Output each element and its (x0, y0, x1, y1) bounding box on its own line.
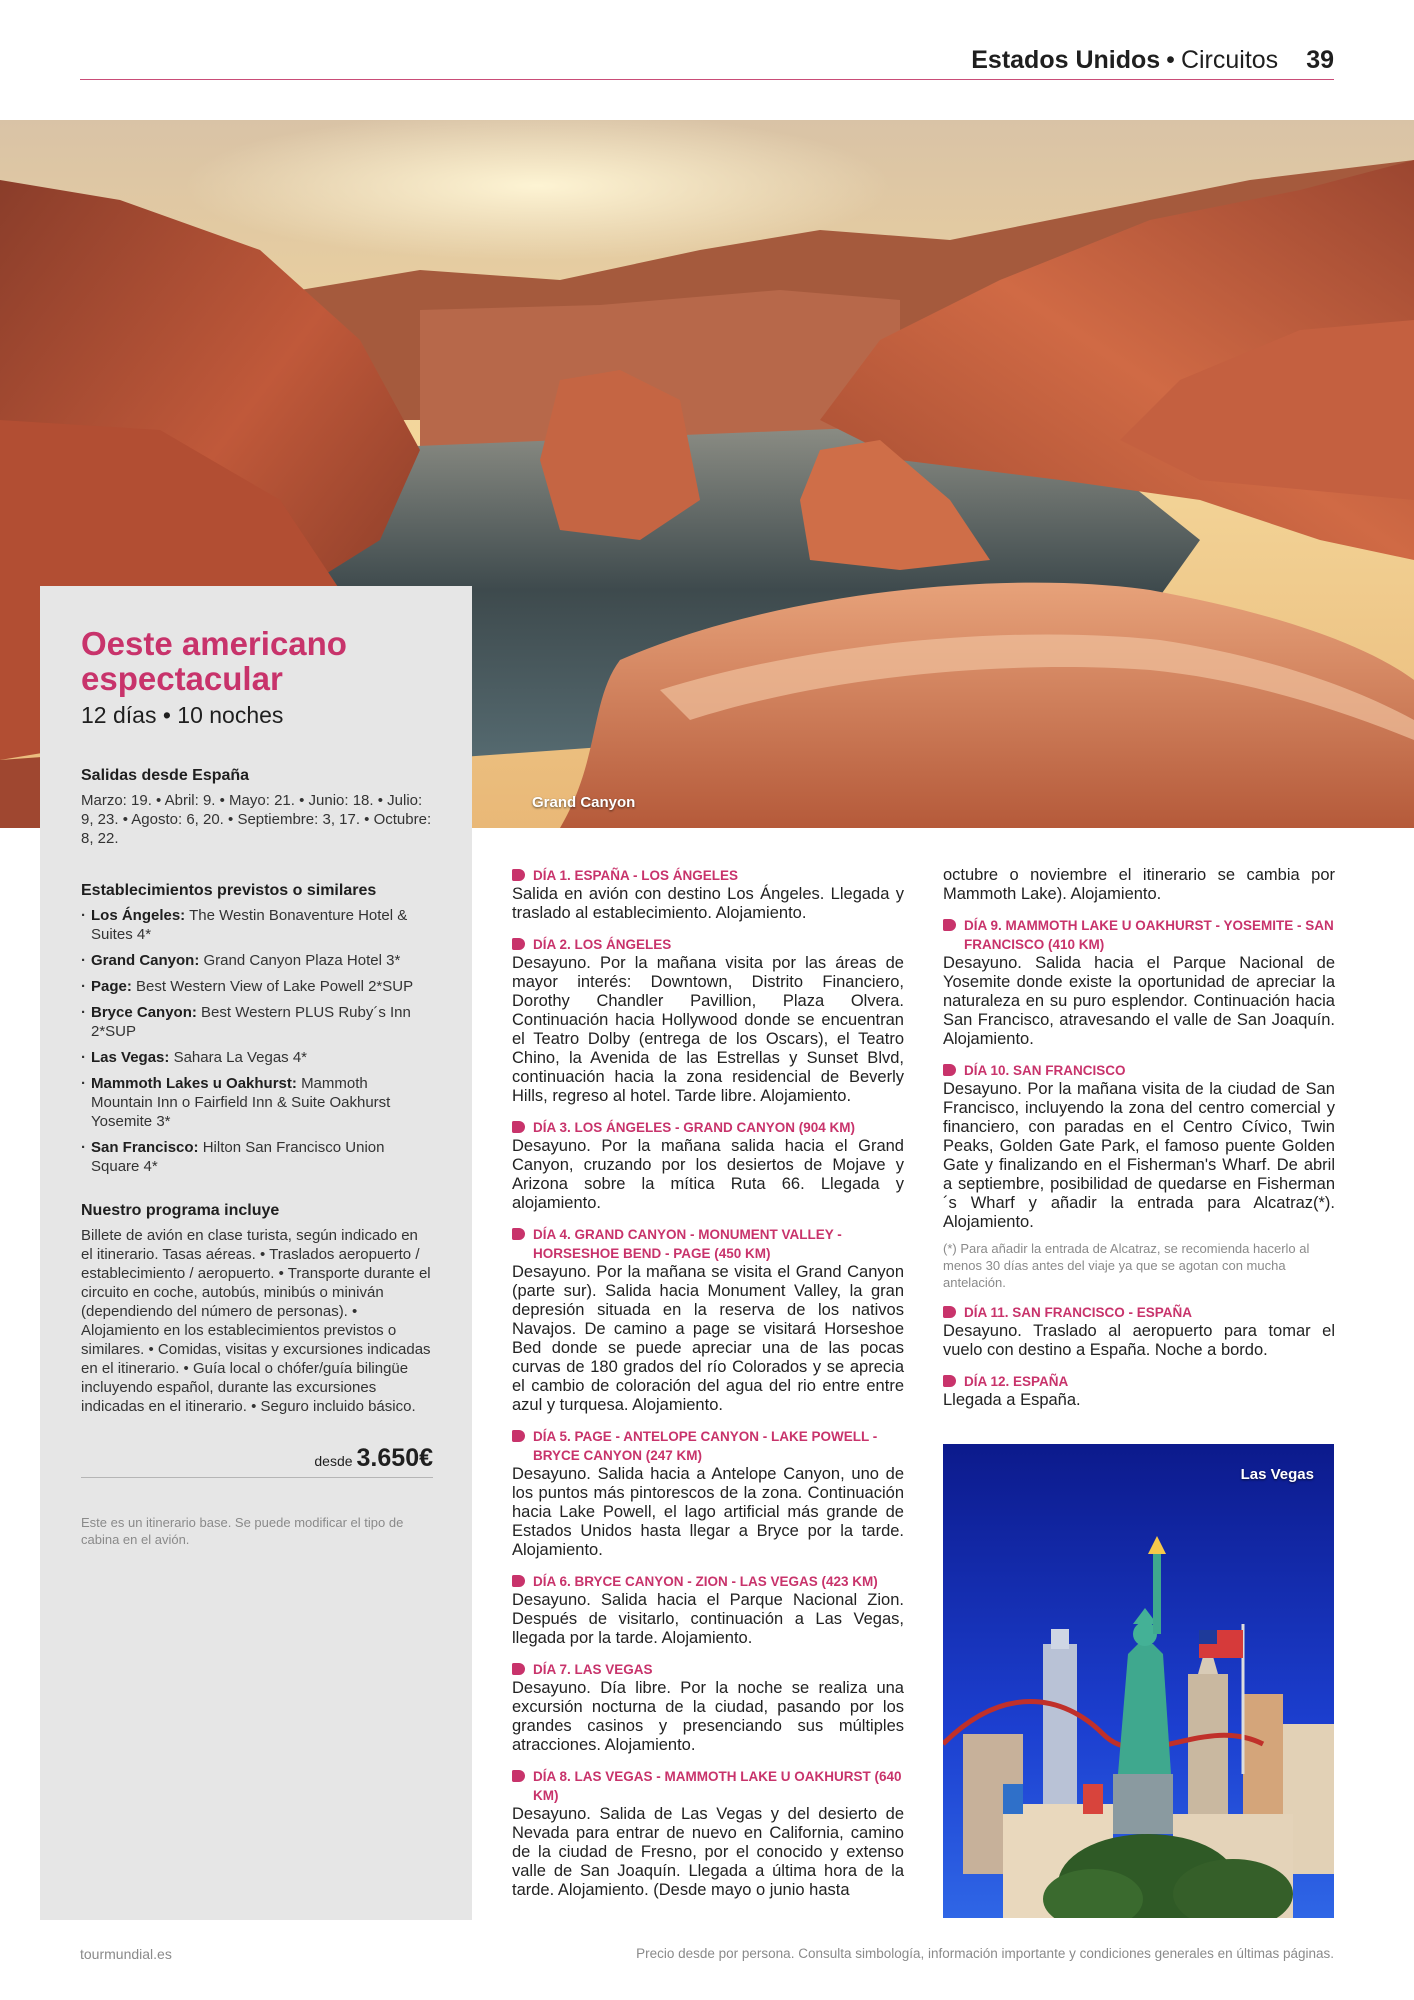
day-title-text: DÍA 1. ESPAÑA - LOS ÁNGELES (533, 868, 739, 883)
page-header (80, 44, 1334, 80)
day-title-text: DÍA 8. LAS VEGAS - MAMMOTH LAKE U OAKHURST (640 KM) (533, 1769, 902, 1803)
itinerary-day (943, 1303, 1335, 1360)
itinerary-column-2 (943, 866, 1335, 1422)
day-title (512, 866, 904, 885)
day-title-text: DÍA 7. LAS VEGAS (533, 1662, 653, 1677)
list-item (81, 1074, 433, 1131)
day-tag-icon (943, 1064, 956, 1076)
itinerary-day (512, 935, 904, 1106)
day-title (512, 1572, 904, 1591)
list-item (81, 1138, 433, 1176)
establecimientos-section (81, 882, 433, 1176)
programa-title: Nuestro programa incluye (81, 1202, 280, 1219)
salidas-title: Salidas desde España (81, 767, 250, 784)
day-title-text: DÍA 3. LOS ÁNGELES - GRAND CANYON (904 KM) (533, 1120, 856, 1135)
header-country: Estados Unidos (971, 46, 1161, 74)
tour-title (81, 626, 433, 696)
itinerary-day (512, 1767, 904, 1900)
day-tag-icon (512, 1430, 525, 1442)
day-text: Desayuno. Salida de Las Vegas y del desierto de Nevada para entrar de nuevo en California, camino de la ciudad de Fresno, por el conocido y extenso valle de San Joaquín. Llegada a última hora de la tarde. Alojamiento. (Desde mayo o junio hasta (512, 1805, 904, 1899)
itinerary-day (512, 1427, 904, 1560)
hotel-name: Mammoth Mountain Inn o Fairfield Inn & Suite Oakhurst Yosemite 3* (91, 1075, 391, 1130)
day-title (512, 935, 904, 954)
itinerary-day (943, 916, 1335, 1049)
vegas-caption: Las Vegas (1240, 1466, 1314, 1483)
itinerary-day (512, 1572, 904, 1648)
hotel-name: The Westin Bonaventure Hotel & Suites 4* (91, 907, 408, 943)
footer-disclaimer: Precio desde por persona. Consulta simbología, información importante y condiciones generales en últimas páginas. (636, 1946, 1334, 1961)
list-item (81, 906, 433, 944)
establecimientos-list (81, 906, 433, 1176)
day-tag-icon (512, 869, 525, 881)
price-block (81, 1444, 433, 1478)
day-title-text: DÍA 4. GRAND CANYON - MONUMENT VALLEY - HORSESHOE BEND - PAGE (450 KM) (533, 1227, 842, 1261)
itinerary-day (512, 1225, 904, 1415)
itinerary-day (512, 1660, 904, 1755)
day-title (943, 1372, 1335, 1391)
day-text: Desayuno. Por la mañana salida hacia el Grand Canyon, cruzando por los desiertos de Mojave y Arizona sobre la mítica Ruta 66. Llegada y alojamiento. (512, 1137, 904, 1212)
day-tag-icon (512, 1770, 525, 1782)
las-vegas-illustration (943, 1444, 1334, 1918)
day-text: Desayuno. Día libre. Por la noche se realiza una excursión nocturna de la ciudad, pasando por los grandes casinos y presenciando sus múltiples atracciones. Alojamiento. (512, 1679, 904, 1754)
day-continuation-text: octubre o noviembre el itinerario se cambia por Mammoth Lake). Alojamiento. (943, 866, 1335, 903)
day-text: Desayuno. Salida hacia el Parque Nacional de Yosemite donde existe la oportunidad de apreciar la naturaleza en su puro esplendor. Continuación hacia San Francisco, atravesando el valle de San Joaquín. Alojamiento. (943, 954, 1335, 1048)
hotel-city: Mammoth Lakes u Oakhurst: (91, 1075, 297, 1092)
day-tag-icon (943, 919, 956, 931)
day-text: Desayuno. Salida hacia a Antelope Canyon, uno de los puntos más pintorescos de la zona. Continuación hacia Lake Powell, el lago artificial más grande de Estados Unidos hasta llegar a Bryce por la tarde. Alojamiento. (512, 1465, 904, 1559)
hotel-name: Best Western View of Lake Powell 2*SUP (136, 978, 414, 995)
hotel-name: Grand Canyon Plaza Hotel 3* (203, 952, 401, 969)
day-text: Desayuno. Por la mañana se visita el Grand Canyon (parte sur). Salida hacia Monument Valley, la gran depresión situada en la reserva de los nativos Navajos. De camino a page se visitará Horseshoe Bed donde se puede apreciar una de las pocas curvas de 180 grados del río Colorados y se aprecia el cambio de coloración del agua del rio entre entre azul y turquesa. Alojamiento. (512, 1263, 904, 1414)
day-tag-icon (943, 1306, 956, 1318)
alcatraz-footnote: (*) Para añadir la entrada de Alcatraz, se recomienda hacerlo al menos 30 días antes del viaje ya que se agotan con mucha antelación. (943, 1241, 1310, 1290)
hotel-name: Sahara La Vegas 4* (173, 1049, 308, 1066)
price-from-label: desde (314, 1453, 353, 1469)
hotel-city: Bryce Canyon: (91, 1004, 197, 1021)
day-title (943, 1061, 1335, 1080)
day-title-text: DÍA 6. BRYCE CANYON - ZION - LAS VEGAS (423 KM) (533, 1574, 878, 1589)
day-title-text: DÍA 12. ESPAÑA (964, 1374, 1069, 1389)
hero-caption: Grand Canyon (532, 794, 636, 811)
day-tag-icon (943, 1375, 956, 1387)
day-title-text: DÍA 5. PAGE - ANTELOPE CANYON - LAKE POWELL - BRYCE CANYON (247 KM) (533, 1429, 878, 1463)
day-title (512, 1767, 904, 1805)
day-title (943, 916, 1335, 954)
tour-info-panel (40, 586, 472, 1920)
list-item (81, 1048, 433, 1067)
salidas-section (81, 767, 433, 848)
itinerary-day (943, 1372, 1335, 1410)
day-text: Salida en avión con destino Los Ángeles. Llegada y traslado al establecimiento. Alojamiento. (512, 885, 904, 922)
day-tag-icon (512, 938, 525, 950)
header-text (971, 46, 1334, 75)
programa-section (81, 1202, 433, 1416)
hotel-city: Las Vegas: (91, 1049, 170, 1066)
programa-text: Billete de avión en clase turista, según indicado en el itinerario. Tasas aéreas. • Traslados aeropuerto / establecimiento / aeropuerto. • Transporte durante el circuito en coche, autobús, minibús o miniván (dependiendo del número de personas). • Alojamiento en los establecimientos previstos o similares. • Comidas, visitas y excursiones indicadas en el itinerario. • Guía local o chófer/guía bilingüe incluyendo español, durante las excursiones indicadas en el itinerario. • Seguro incluido básico. (81, 1227, 431, 1415)
day-tag-icon (512, 1228, 525, 1240)
itinerary-note: Este es un itinerario base. Se puede modificar el tipo de cabina en el avión. (81, 1515, 404, 1547)
day-title (512, 1118, 904, 1137)
itinerary-day (512, 1118, 904, 1213)
establecimientos-title: Establecimientos previstos o similares (81, 882, 377, 899)
day-title (512, 1660, 904, 1679)
list-item (81, 977, 433, 996)
day-title (943, 1303, 1335, 1322)
salidas-text: Marzo: 19. • Abril: 9. • Mayo: 21. • Junio: 18. • Julio: 9, 23. • Agosto: 6, 20. • Septiembre: 3, 17. • Octubre: 8, 22. (81, 792, 432, 847)
day-text: Desayuno. Por la mañana visita de la ciudad de San Francisco, incluyendo la zona del centro comercial y financiero, con paradas en el Centro Cívico, Twin Peaks, Golden Gate Park, el famoso puente Golden Gate y finalizando en el Fisherman's Wharf. De abril a septiembre, posibilidad de quedarse en Fisherman´s Wharf y añadir la entrada para Alcatraz(*). Alojamiento. (943, 1080, 1335, 1231)
day-tag-icon (512, 1575, 525, 1587)
hotel-city: Grand Canyon: (91, 952, 200, 969)
hotel-city: Los Ángeles: (91, 907, 186, 924)
header-separator: • (1166, 46, 1175, 74)
day-title-text: DÍA 2. LOS ÁNGELES (533, 937, 672, 952)
day-text: Desayuno. Traslado al aeropuerto para tomar el vuelo con destino a España. Noche a bordo. (943, 1322, 1335, 1359)
day-text: Desayuno. Salida hacia el Parque Nacional Zion. Después de visitarlo, continuación a Las Vegas, llegada por la tarde. Alojamiento. (512, 1591, 904, 1647)
itinerary-column-1 (512, 866, 904, 1912)
header-section: Circuitos (1180, 46, 1279, 74)
day-text: Desayuno. Por la mañana visita por las áreas de mayor interés: Downtown, Distrito Financiero, Dorothy Chandler Pavillion, Plaza Olvera. Continuación hacia Hollywood donde se encuentran el Teatro Dolby (entrega de los Oscars), el Teatro Chino, la Avenida de las Estrellas y Sunset Blvd, continuación hacia la zona residencial de Beverly Hills, regreso al hotel. Tarde libre. Alojamiento. (512, 954, 904, 1105)
day-continuation (943, 866, 1335, 904)
list-item (81, 1003, 433, 1041)
day-text: Llegada a España. (943, 1391, 1081, 1409)
hotel-name: Hilton San Francisco Union Square 4* (91, 1139, 385, 1175)
hotel-city: Page: (91, 978, 132, 995)
hotel-city: San Francisco: (91, 1139, 199, 1156)
day-tag-icon (512, 1121, 525, 1133)
list-item (81, 951, 433, 970)
itinerary-day (943, 1061, 1335, 1232)
hotel-name: Best Western PLUS Ruby´s Inn 2*SUP (91, 1004, 411, 1040)
tour-title-line1: Oeste americano (81, 625, 347, 662)
page-number: 39 (1306, 46, 1334, 74)
footer-website: tourmundial.es (80, 1946, 172, 1962)
day-title (512, 1225, 904, 1263)
day-title-text: DÍA 11. SAN FRANCISCO - ESPAÑA (964, 1305, 1193, 1320)
tour-title-line2: espectacular (81, 660, 283, 697)
day-title-text: DÍA 10. SAN FRANCISCO (964, 1063, 1126, 1078)
tour-duration: 12 días • 10 noches (81, 702, 284, 728)
day-tag-icon (512, 1663, 525, 1675)
day-title (512, 1427, 904, 1465)
las-vegas-photo (943, 1444, 1334, 1918)
itinerary-day (512, 866, 904, 923)
price-amount: 3.650€ (356, 1444, 433, 1472)
day-title-text: DÍA 9. MAMMOTH LAKE U OAKHURST - YOSEMITE - SAN FRANCISCO (410 KM) (964, 918, 1334, 952)
